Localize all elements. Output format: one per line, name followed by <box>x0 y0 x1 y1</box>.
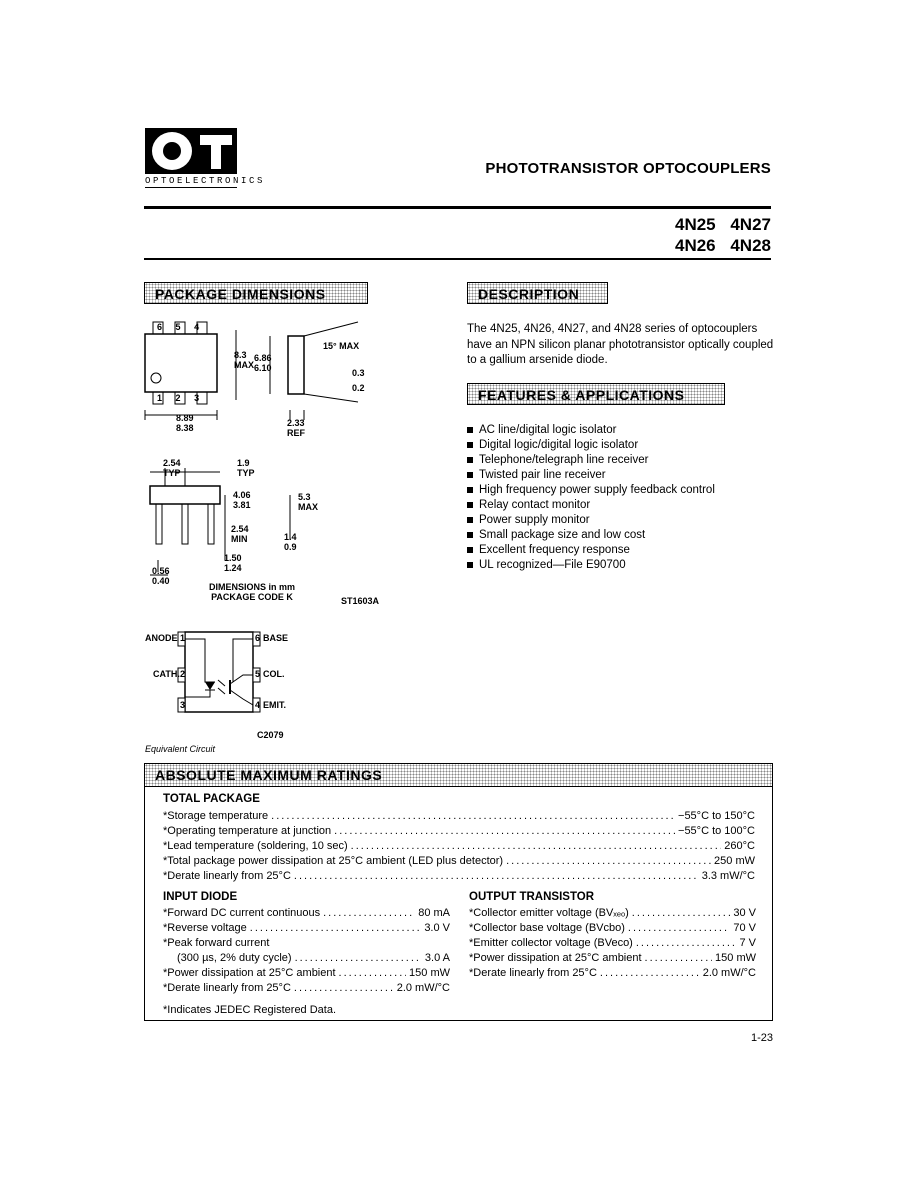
amr-input-table <box>163 906 450 996</box>
amr-footnote: *Indicates JEDEC Registered Data. <box>163 1004 337 1016</box>
circuit-pin1: 1 <box>180 633 186 643</box>
section-package-label: PACKAGE DIMENSIONS <box>155 286 326 302</box>
list-item: Twisted pair line receiver <box>467 468 715 483</box>
pins-top-labels <box>157 322 199 332</box>
circuit-col-label: COL. <box>263 669 285 679</box>
circuit-emit-label: EMIT. <box>263 700 287 710</box>
list-item: Power supply monitor <box>467 513 715 528</box>
dim-label: 1.9 TYP <box>237 458 255 478</box>
part-numbers-line1: 4N25 4N27 <box>674 215 771 234</box>
dim-label: 2.54 MIN <box>231 524 249 544</box>
dim-label: 15° MAX <box>323 341 360 351</box>
table-row: *Collector base voltage (BVcbo) ..... 70 V <box>469 921 756 936</box>
logo-t-stem <box>211 135 221 169</box>
list-item: Excellent frequency response <box>467 543 715 558</box>
pin-label: 2 <box>175 393 181 403</box>
section-amr <box>144 763 773 787</box>
description-text: The 4N25, 4N26, 4N27, and 4N28 series of optocouplers have an NPN silicon planar phototransistor optically coupled to a gallium arsenide diode. <box>467 323 774 366</box>
circuit-anode-label: ANODE <box>145 633 178 643</box>
circuit-caption: Equivalent Circuit <box>145 744 216 754</box>
list-item: High frequency power supply feedback control <box>467 483 715 498</box>
dim-label: 0.56 0.40 <box>152 566 170 586</box>
circuit-pin2: 2 <box>180 669 186 679</box>
circuit-pin5: 5 <box>255 669 261 679</box>
table-row: *Operating temperature at junction ..... −55°C to 100°C <box>163 824 755 839</box>
list-item: Telephone/telegraph line receiver <box>467 453 715 468</box>
pin-label: 4 <box>194 322 200 332</box>
logo-underline <box>145 187 237 188</box>
circuit-cath-label: CATH. <box>153 669 180 679</box>
table-row: *Storage temperature ..... −55°C to 150°C <box>163 809 755 824</box>
table-row: *Derate linearly from 25°C ..... 3.3 mW/°C <box>163 869 755 884</box>
circuit-pin3: 3 <box>180 700 186 710</box>
circuit-diagram <box>175 622 265 722</box>
dim-label: 0.3 <box>352 368 365 378</box>
circuit-pin4: 4 <box>255 700 261 710</box>
section-features <box>467 383 725 405</box>
table-row: *Derate linearly from 25°C ..... 2.0 mW/°C <box>163 981 450 996</box>
list-item: Small package size and low cost <box>467 528 715 543</box>
top-rule <box>144 206 771 209</box>
list-item: AC line/digital logic isolator <box>467 423 715 438</box>
section-features-label: FEATURES & APPLICATIONS <box>478 387 685 403</box>
list-item: Relay contact monitor <box>467 498 715 513</box>
amr-output-table <box>469 906 756 981</box>
pin-label: 1 <box>157 393 163 403</box>
amr-output-heading: OUTPUT TRANSISTOR <box>469 891 595 903</box>
drawing-code: ST1603A <box>341 596 380 606</box>
amr-total-heading: TOTAL PACKAGE <box>163 793 260 805</box>
dim-label: 1.4 0.9 <box>284 532 297 552</box>
logo-subtitle: OPTOELECTRONICS <box>145 176 266 186</box>
pin-label: 3 <box>194 393 200 403</box>
amr-total-table <box>163 809 755 884</box>
table-row: *Power dissipation at 25°C ambient ..... 150 mW <box>469 951 756 966</box>
dim-label: 4.06 3.81 <box>233 490 251 510</box>
dim-label: 8.3 MAX <box>234 350 254 370</box>
table-row: *Reverse voltage ..... 3.0 V <box>163 921 450 936</box>
drawing-note: DIMENSIONS in mm PACKAGE CODE K <box>209 582 296 602</box>
table-row: *Lead temperature (soldering, 10 sec) ..... 260°C <box>163 839 755 854</box>
table-row: *Derate linearly from 25°C ..... 2.0 mW/°C <box>469 966 756 981</box>
section-description <box>467 282 608 304</box>
circuit-base-label: BASE <box>263 633 289 643</box>
list-item: UL recognized—File E90700 <box>467 558 715 573</box>
dim-label: 2.33 REF <box>287 418 305 438</box>
page-title: PHOTOTRANSISTOR OPTOCOUPLERS <box>485 160 771 177</box>
circuit-code: C2079 <box>257 730 284 740</box>
pin-label: 6 <box>157 322 163 332</box>
page-number: 1-23 <box>750 1032 773 1044</box>
pin-label: 5 <box>175 322 181 332</box>
feature-list <box>467 423 715 573</box>
table-row: *Peak forward current <box>163 937 270 949</box>
dim-label: 5.3 MAX <box>298 492 318 512</box>
circuit-pin6: 6 <box>255 633 261 643</box>
dim-label: 2.54 TYP <box>163 458 181 478</box>
section-package-dimensions <box>144 282 368 304</box>
table-row: *Forward DC current continuous ..... 80 mA <box>163 906 450 921</box>
part-numbers-line2: 4N26 4N28 <box>674 236 771 255</box>
dim-label: 1.50 1.24 <box>224 553 242 573</box>
dim-label: 6.86 6.10 <box>254 353 272 373</box>
table-row: *Power dissipation at 25°C ambient ..... 150 mW <box>163 966 450 981</box>
section-amr-label: ABSOLUTE MAXIMUM RATINGS <box>155 767 383 783</box>
table-row: *Emitter collector voltage (BVeco) ..... 7 V <box>469 936 756 951</box>
logo-q-inner <box>163 142 181 160</box>
table-row: (300 µs, 2% duty cycle) ..... 3.0 A <box>163 951 450 966</box>
dim-label: 8.89 8.38 <box>176 413 194 433</box>
list-item: Digital logic/digital logic isolator <box>467 438 715 453</box>
pins-bottom-labels <box>157 393 199 403</box>
table-row: *Collector emitter voltage (BVₓₑₒ) ..... 30 V <box>469 906 756 921</box>
dim-label: 0.2 <box>352 383 365 393</box>
amr-input-heading: INPUT DIODE <box>163 891 238 903</box>
section-description-label: DESCRIPTION <box>478 286 580 302</box>
header-rule <box>144 258 771 260</box>
table-row: *Total package power dissipation at 25°C ambient (LED plus detector) ..... 250 mW <box>163 854 755 869</box>
